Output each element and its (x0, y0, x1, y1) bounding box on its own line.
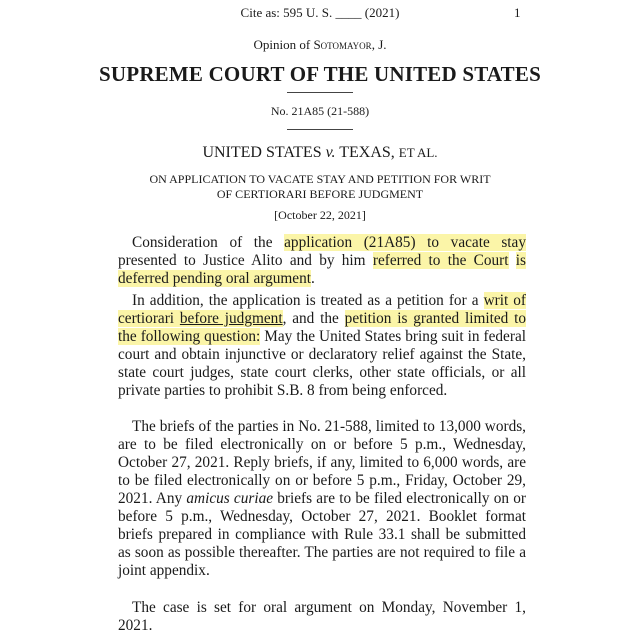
highlight-application: application (21A85) to vacate stay (284, 234, 526, 251)
decision-date: [October 22, 2021] (274, 208, 366, 222)
justice-name: Sotomayor (313, 37, 372, 52)
highlight-referred: referred to the Court (372, 252, 509, 269)
paragraph-oral-argument: The case is set for oral argument on Monday, November 1, 2021. (118, 599, 526, 634)
application-heading: ON APPLICATION TO VACATE STAY AND PETITION FOR WRIT OF CERTIORARI BEFORE JUDGMENT (149, 172, 491, 201)
highlight-petition-granted: petition is granted limited to the following question: (118, 310, 527, 345)
case-caption: UNITED STATES v. TEXAS, ET AL. (202, 144, 438, 161)
highlight-writ: writ of certiorari before judgment (118, 292, 526, 327)
opinion-author: Opinion of Sotomayor, J. (253, 37, 387, 52)
citation: Cite as: 595 U. S. ____ (2021) (240, 5, 400, 20)
paragraph-briefs: The briefs of the parties in No. 21-588, limited to 13,000 words, are to be filed electronically on or before 5 p.m., Wednesday, October 27, 2021. Reply briefs, if any, limited to 6,000 words, are to be filed electronically on or before 5 p.m., Friday, October 29, 2021. Any amicus curiae briefs are to be filed electronically on or before 5 p.m., Wednesday, October 27, 2021. Booklet format briefs prepared in compliance with Rule 33.1 shall be submitted as soon as possible thereafter. The parties are not required to file a joint appendix. (118, 418, 526, 579)
page-header (0, 5, 640, 23)
underline-before-judgment: before judgment (179, 310, 283, 327)
amicus-curiae: amicus curiae (186, 490, 274, 507)
highlight-deferred: is deferred pending oral argument (118, 252, 526, 287)
docket-number: No. 21A85 (21-588) (270, 104, 370, 118)
court-title: SUPREME COURT OF THE UNITED STATES (99, 62, 541, 86)
versus: v. (325, 144, 336, 161)
paragraph-petition: In addition, the application is treated as a petition for a writ of certiorari before judgment, and the petition is granted limited to the following question: May the United States bring suit in federal court and obtain injunctive or declaratory relief against the State, state court judges, state court clerks, other state officials, or all private parties to prohibit S.B. 8 from being enforced. (118, 292, 527, 399)
paragraph-consideration: Consideration of the application (21A85) to vacate stay presented to Justice Alito and by him referred to the Court is deferred pending oral argument. (118, 234, 526, 287)
divider-top (287, 92, 353, 93)
divider-bottom (287, 129, 353, 130)
page-number: 1 (514, 5, 521, 20)
